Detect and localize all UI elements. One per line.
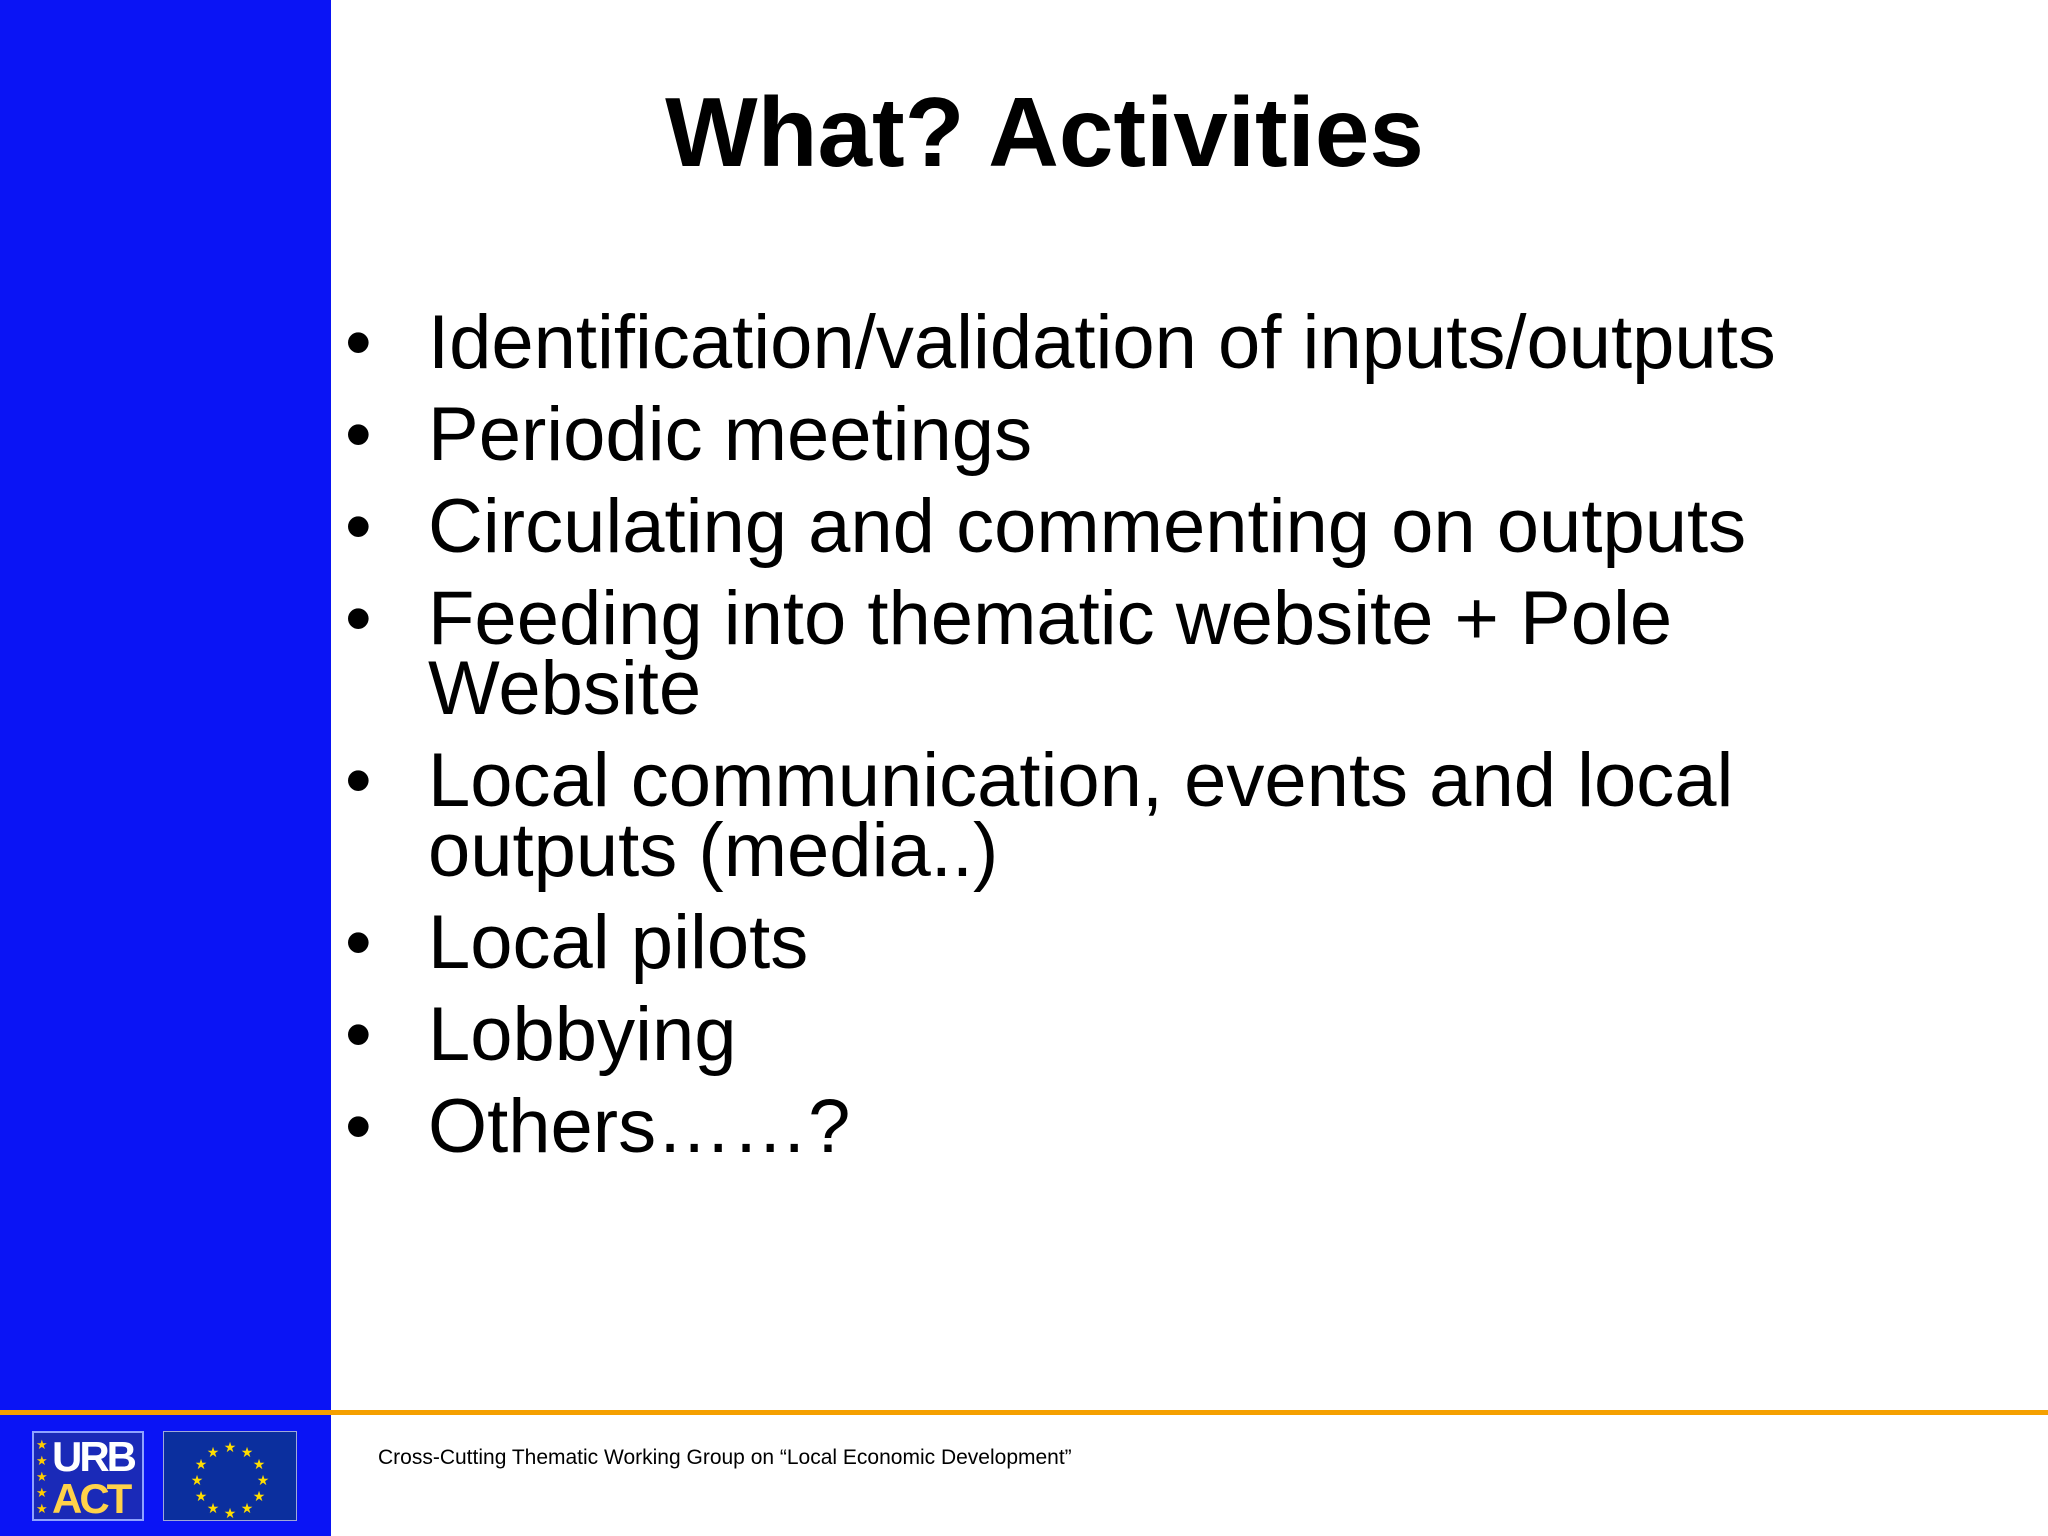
bullet-dot-icon: •: [345, 576, 372, 661]
bullet-dot-icon: •: [345, 300, 372, 385]
svg-text:★: ★: [240, 1501, 254, 1517]
svg-text:★: ★: [223, 1506, 237, 1520]
footer-caption: Cross-Cutting Thematic Working Group on “Local Economic Development”: [378, 1446, 1072, 1469]
svg-text:★: ★: [206, 1501, 220, 1517]
bullet-item: [345, 992, 2005, 1077]
svg-text:★: ★: [240, 1445, 254, 1461]
bullet-item: [345, 738, 2005, 893]
svg-text:★: ★: [252, 1457, 266, 1473]
svg-text:★: ★: [194, 1489, 208, 1505]
bullet-text: Others……?: [428, 1084, 851, 1169]
svg-text:★: ★: [190, 1473, 204, 1489]
bullet-item: [345, 576, 2005, 731]
eu-flag-stars-icon: [164, 1432, 296, 1520]
bullet-dot-icon: •: [345, 738, 372, 823]
bullet-list: [345, 300, 2005, 1184]
bullet-text: Identification/validation of inputs/outputs: [428, 300, 1776, 385]
footer-brand-band: [0, 1415, 331, 1536]
logo-stars-icon: ★ ★ ★ ★ ★: [36, 1437, 48, 1516]
bullet-item: [345, 1084, 2005, 1169]
bullet-dot-icon: •: [345, 484, 372, 569]
slide-title: What? Activities: [665, 77, 1424, 187]
svg-text:★: ★: [206, 1445, 220, 1461]
bullet-text-line: Local communication, events and local: [428, 738, 1734, 823]
bullet-text: Circulating and commenting on outputs: [428, 484, 1747, 569]
bullet-item: [345, 300, 2005, 385]
bullet-item: [345, 484, 2005, 569]
footer: [0, 1415, 2048, 1536]
svg-text:★: ★: [256, 1473, 270, 1489]
bullet-dot-icon: •: [345, 900, 372, 985]
bullet-text-line: Feeding into thematic website + Pole: [428, 576, 1673, 661]
svg-text:★: ★: [194, 1457, 208, 1473]
svg-text:★: ★: [252, 1489, 266, 1505]
bullet-text-line: Website: [428, 646, 702, 731]
svg-text:★: ★: [223, 1440, 237, 1456]
bullet-text: Periodic meetings: [428, 392, 1033, 477]
bullet-text-line: outputs (media..): [428, 808, 999, 893]
logo-text-top: URB: [52, 1433, 134, 1480]
bullet-dot-icon: •: [345, 1084, 372, 1169]
eu-flag-icon: [163, 1431, 297, 1521]
logo-text-bottom: ACT: [52, 1475, 130, 1521]
bullet-text: Local pilots: [428, 900, 809, 985]
bullet-item: [345, 900, 2005, 985]
bullet-dot-icon: •: [345, 392, 372, 477]
urbact-logo: [32, 1431, 144, 1521]
bullet-item: [345, 392, 2005, 477]
sidebar-band: [0, 0, 331, 1412]
bullet-text: Lobbying: [428, 992, 737, 1077]
bullet-dot-icon: •: [345, 992, 372, 1077]
